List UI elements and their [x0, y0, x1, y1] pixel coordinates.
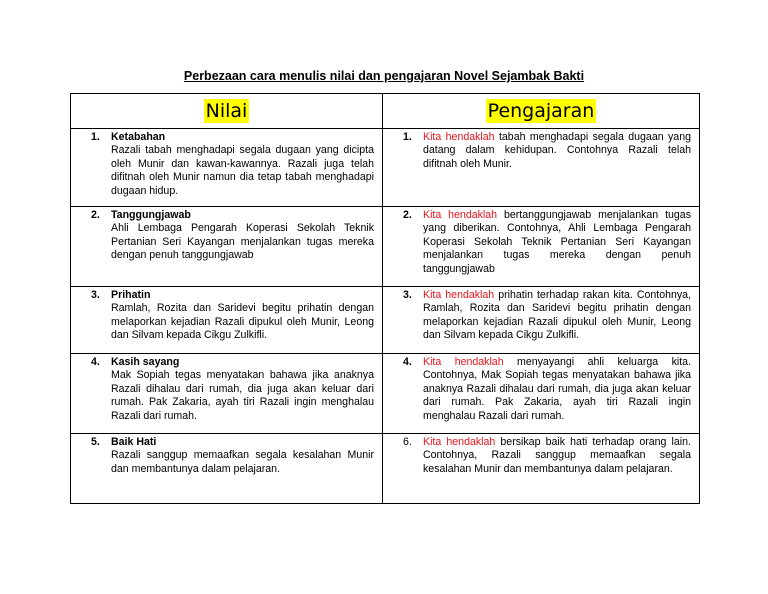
pengajaran-number: 3. — [403, 289, 412, 301]
header-nilai: Nilai — [205, 100, 248, 122]
nilai-cell — [71, 287, 383, 354]
document-title: Perbezaan cara menulis nilai dan pengajaran Novel Sejambak Bakti — [183, 69, 585, 83]
pengajaran-lead: Kita hendaklah — [423, 436, 496, 448]
nilai-title: Kasih sayang — [111, 356, 180, 368]
nilai-cell — [71, 434, 383, 504]
nilai-title: Baik Hati — [111, 436, 157, 448]
header-pengajaran-cell — [383, 94, 700, 129]
pengajaran-cell — [383, 354, 700, 434]
pengajaran-text: bersikap baik hati terhadap orang lain. Contohnya, Razali sanggup memaafkan segala kesalahan Munir dan membantunya dalam pelajaran. — [423, 436, 691, 475]
pengajaran-cell — [383, 207, 700, 287]
nilai-text: Ramlah, Rozita dan Saridevi begitu prihatin dengan melaporkan kejadian Razali dipukul oleh Munir, Leong dan Silvam kepada Cikgu Zulkifli. — [111, 302, 374, 342]
pengajaran-lead: Kita hendaklah — [423, 209, 498, 221]
pengajaran-number: 6. — [403, 436, 412, 448]
nilai-text: Razali sanggup memaafkan segala kesalahan Munir dan membantunya dalam pelajaran. — [111, 449, 374, 475]
nilai-text: Mak Sopiah tegas menyatakan bahawa jika anaknya Razali dihalau dari rumah, dia juga akan keluar dari rumah. Pak Zakaria, ayah tiri Razali ingin menghalau Razali dari rumah. — [111, 369, 374, 422]
pengajaran-cell — [383, 129, 700, 207]
nilai-title: Ketabahan — [111, 131, 166, 143]
pengajaran-lead: Kita hendaklah — [423, 131, 495, 143]
table-row — [71, 129, 700, 207]
table-row — [71, 434, 700, 504]
table-row — [71, 287, 700, 354]
nilai-title: Tanggungjawab — [111, 209, 191, 221]
pengajaran-lead: Kita hendaklah — [423, 356, 504, 368]
pengajaran-cell — [383, 287, 700, 354]
pengajaran-text: tabah menghadapi segala dugaan yang datang dalam kehidupan. Contohnya Razali telah difitnah oleh Munir. — [423, 131, 691, 170]
pengajaran-lead: Kita hendaklah — [423, 289, 495, 301]
nilai-number: 3. — [91, 289, 100, 301]
pengajaran-cell — [383, 434, 700, 504]
nilai-number: 5. — [91, 436, 100, 448]
nilai-number: 2. — [91, 209, 100, 221]
pengajaran-text: menyayangi ahli keluarga kita. Contohnya, Mak Sopiah tegas menyatakan bahawa jika anaknya Razali dihalau dari rumah, dia juga akan keluar dari rumah. Pak Zakaria, ayah tiri Razali ingin menghalau Razali dari rumah. — [423, 356, 692, 422]
nilai-text: Ahli Lembaga Pengarah Koperasi Sekolah Teknik Pertanian Seri Kayangan menjalankan tugas mereka dengan penuh tanggungjawab — [111, 222, 374, 262]
header-pengajaran: Pengajaran — [487, 100, 595, 122]
pengajaran-text: prihatin terhadap rakan kita. Contohnya, Ramlah, Rozita dan Saridevi begitu prihatin dengan melaporkan kejadian Razali dipukul oleh Munir, Leong dan Silvam kepada Cikgu Zulkifli. — [423, 289, 692, 342]
nilai-cell — [71, 207, 383, 287]
nilai-text: Razali tabah menghadapi segala dugaan yang dicipta oleh Munir dan kawan-kawannya. Razali juga telah difitnah oleh Munir namun dia tetap tabah menghadapi dugaan hidup. — [111, 144, 374, 197]
table-row — [71, 354, 700, 434]
pengajaran-number: 2. — [403, 209, 412, 221]
nilai-cell — [71, 354, 383, 434]
nilai-number: 1. — [91, 131, 100, 143]
pengajaran-number: 4. — [403, 356, 412, 368]
comparison-table — [70, 93, 700, 504]
nilai-title: Prihatin — [111, 289, 151, 301]
table-header-row — [71, 94, 700, 129]
table-row — [71, 207, 700, 287]
nilai-cell — [71, 129, 383, 207]
pengajaran-text: bertanggungjawab menjalankan tugas yang diberikan. Contohnya, Ahli Lembaga Pengarah Koperasi Sekolah Teknik Pertanian Seri Kayangan menjalankan tugas mereka dengan penuh tanggungjawab — [423, 209, 691, 275]
pengajaran-number: 1. — [403, 131, 412, 143]
header-nilai-cell — [71, 94, 383, 129]
nilai-number: 4. — [91, 356, 100, 368]
